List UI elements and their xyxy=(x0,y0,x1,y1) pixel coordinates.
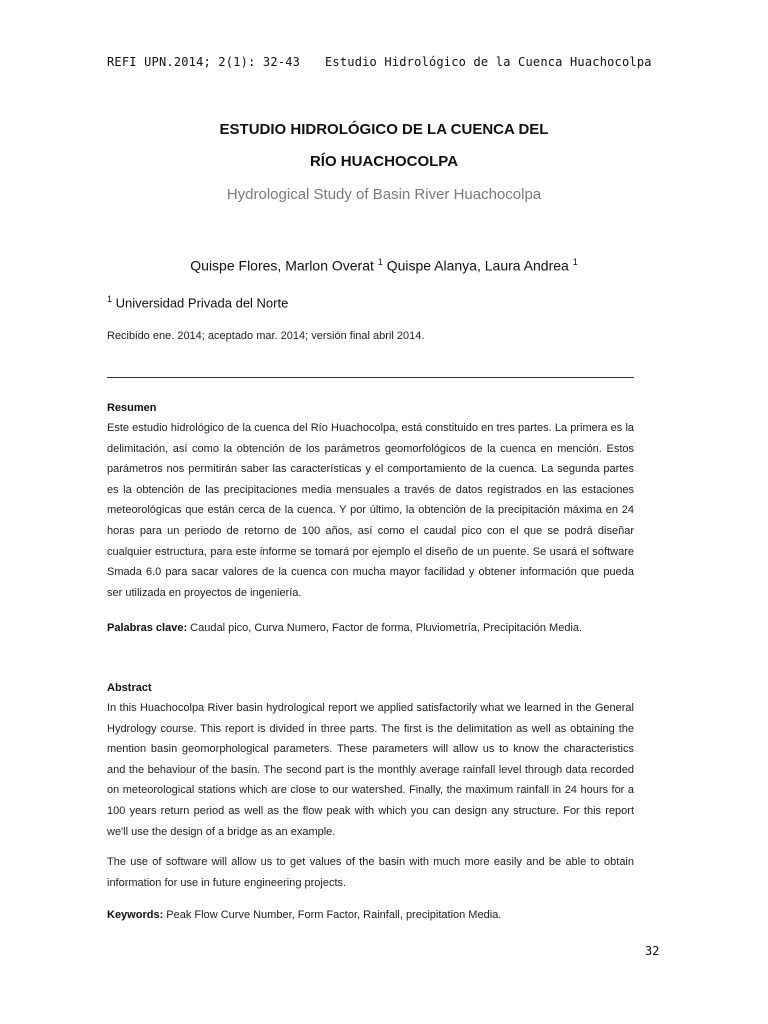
page-number: 32 xyxy=(645,944,660,958)
author-affiliation-mark: 1 xyxy=(572,257,578,267)
submission-dates: Recibido ene. 2014; aceptado mar. 2014; versión final abril 2014. xyxy=(107,330,425,342)
abstract-body: In this Huachocolpa River basin hydrological report we applied satisfactorily what we learned in the General Hydrology course. This report is divided in three parts. The first is the delimitation as well as obtaining the mention basin geomorphological parameters. These parameters will allow us to know the characteristics and the behaviour of the basin. The second part is the monthly average rainfall level through data recorded on meteorological stations which are close to our watershed. Finally, the maximum rainfall in 24 hours for a 100 years return period as well as the flow peak with which you can design any structure. For this report we'll use the design of a bridge as an example. xyxy=(107,702,634,838)
affiliation-name: Universidad Privada del Norte xyxy=(115,295,289,311)
paper-title-line-1: ESTUDIO HIDROLÓGICO DE LA CUENCA DEL xyxy=(219,121,549,138)
author-affiliation-mark: 1 xyxy=(377,257,383,267)
palabras-clave-label: Palabras clave: xyxy=(107,622,188,634)
author-name: Quispe Flores, Marlon Overat xyxy=(190,257,374,274)
keywords-list: Peak Flow Curve Number, Form Factor, Rainfall, precipitation Media. xyxy=(163,909,502,921)
palabras-clave-list: Caudal pico, Curva Numero, Factor de forma, Pluviometría, Precipitación Media. xyxy=(187,622,583,634)
keywords-label: Keywords: xyxy=(107,909,164,921)
running-title: Estudio Hidrológico de la Cuenca Huachocolpa xyxy=(325,55,652,69)
abstract-body-2: The use of software will allow us to get values of the basin with much more easily and be able to obtain information for use in future engineering projects. xyxy=(107,856,634,889)
paper-title-line-2: RÍO HUACHOCOLPA xyxy=(309,153,459,170)
section-divider xyxy=(107,377,634,378)
resumen-heading: Resumen xyxy=(107,402,157,414)
author-list xyxy=(0,257,768,274)
author-name: Quispe Alanya, Laura Andrea xyxy=(386,257,569,274)
palabras-clave xyxy=(107,622,634,634)
affiliation xyxy=(107,294,288,310)
abstract-heading: Abstract xyxy=(107,682,152,694)
affiliation-mark: 1 xyxy=(107,294,113,304)
resumen-body: Este estudio hidrológico de la cuenca del Río Huachocolpa, está constituido en tres partes. La primera es la delimitación, así como la obtención de los parámetros geomorfológicos de la cuenca en mención. Estos parámetros nos permitirán saber las características y el comportamiento de la cuenca. La segunda partes es la obtención de las precipitaciones media mensuales a través de datos registrados en las estaciones meteorológicas que están cerca de la cuenca. Y por último, la obtención de la precipitación máxima en 24 horas para un periodo de retorno de 100 años, así como el caudal pico con el que se podrá diseñar cualquier estructura, para este informe se tomará por ejemplo el diseño de un puente. Se usará el software Smada 6.0 para sacar valores de la cuenca con mucha mayor facilidad y obtener información que pueda ser utilizada en proyectos de ingeniería. xyxy=(107,422,634,599)
keywords xyxy=(107,909,634,921)
english-title: Hydrological Study of Basin River Huachocolpa xyxy=(226,186,542,203)
journal-citation: REFI UPN.2014; 2(1): 32-43 xyxy=(107,55,301,69)
